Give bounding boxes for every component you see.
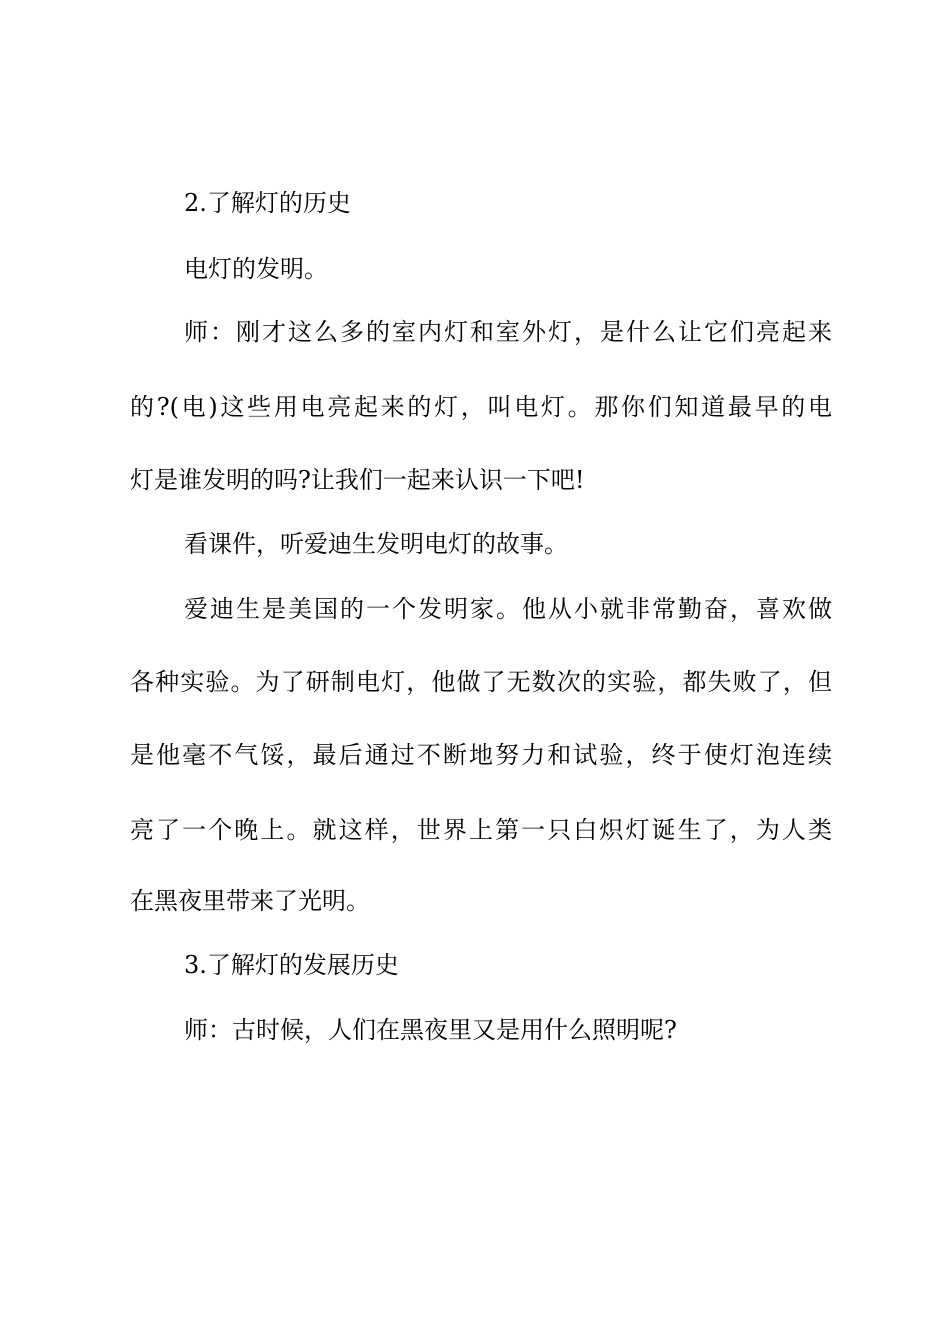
invention-title: 电灯的发明。 [184,255,328,283]
teacher-question-line-2: 的?(电)这些用电亮起来的灯，叫电灯。那你们知道最早的电 [130,393,832,421]
edison-story-line-4: 亮了一个晚上。就这样，世界上第一只白炽灯诞生了，为人类 [130,816,832,844]
edison-story-line-5: 在黑夜里带来了光明。 [130,887,370,915]
edison-story-line-3: 是他毫不气馁，最后通过不断地努力和试验，终于使灯泡连续 [130,741,832,769]
edison-story-line-2: 各种实验。为了研制电灯，他做了无数次的实验，都失败了，但 [130,668,832,696]
edison-story-line-1: 爱迪生是美国的一个发明家。他从小就非常勤奋，喜欢做 [184,595,832,623]
teacher-question-line-1: 师：刚才这么多的室内灯和室外灯，是什么让它们亮起来 [184,318,832,346]
teacher-question-line-3: 灯是谁发明的吗?让我们一起来认识一下吧! [130,466,585,494]
teacher-question-ancient: 师：古时候，人们在黑夜里又是用什么照明呢? [184,1016,677,1044]
courseware-instruction: 看课件，听爱迪生发明电灯的故事。 [184,530,568,558]
section-heading-3: 3.了解灯的发展历史 [184,951,399,979]
section-heading-2: 2.了解灯的历史 [184,189,351,217]
